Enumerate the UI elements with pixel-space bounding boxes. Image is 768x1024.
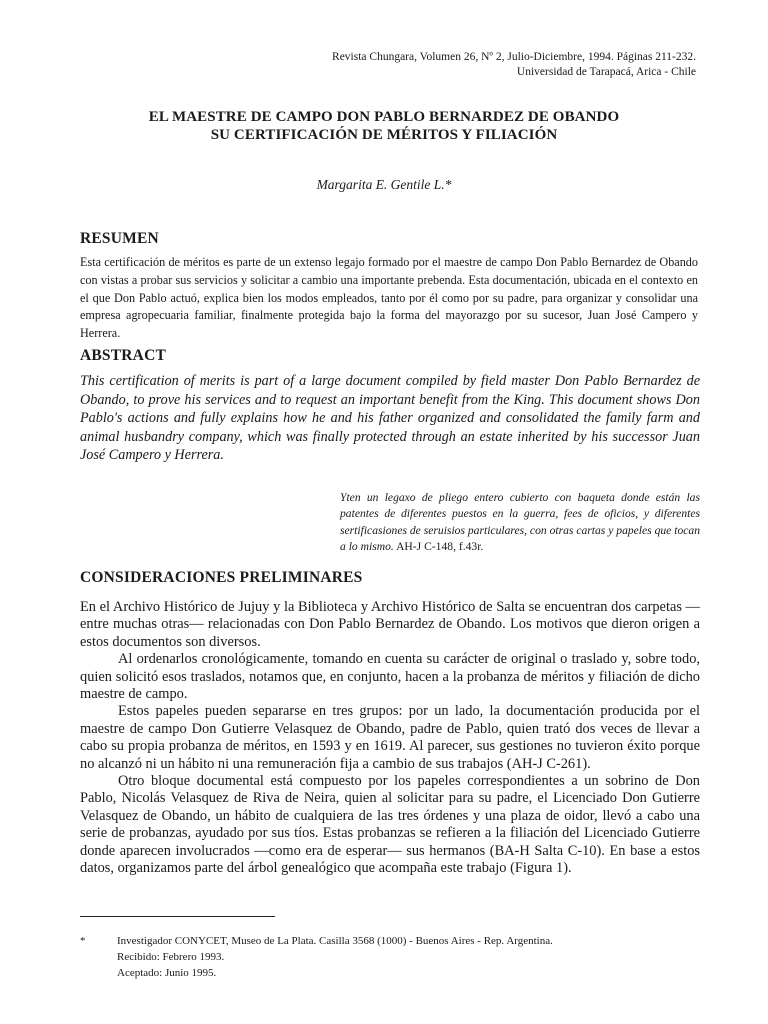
consideraciones-body (80, 599, 700, 878)
footnote-accepted: Aceptado: Junio 1995. (117, 967, 217, 979)
footnote-mark: * (80, 935, 86, 947)
journal-header (332, 50, 696, 80)
body-paragraph-1: En el Archivo Histórico de Jujuy y la Biblioteca y Archivo Histórico de Salta se encuentran dos carpetas —entre muchas otras— relacionadas con Don Pablo Bernardez de Obando. Los motivos que dieron origen a estos documentos son diversos. (80, 599, 700, 650)
abstract-text: This certification of merits is part of a large document compiled by field master Don Pablo Bernardez de Obando, to prove his services and to request an important benefit from the King. This document shows Don Pablo's actions and fully explains how he and his father organized and consolidated the family farm and animal husbandry company, which was finally protected through an estate inherited by his successor Juan José Campero y Herrera. (80, 373, 700, 464)
abstract-heading: ABSTRACT (80, 347, 167, 364)
footnote-received: Recibido: Febrero 1993. (117, 951, 225, 963)
body-paragraph-4: Otro bloque documental está compuesto por los papeles correspondientes a un sobrino de Don Pablo, Nicolás Velasquez de Riva de Neira, quien al solicitar para su padre, el Licenciado Don Gutierre Velasquez de Obando, un hábito de cualquiera de las tres órdenes y una plaza de oidor, llevó a cabo una serie de probanzas, ayudado por sus tíos. Estas probanzas se refieren a la filiación del Licenciado Gutierre donde aparecen involucrados —como era de esperar— sus hermanos (BA-H Salta C-10). En base a estos datos, organizamos parte del árbol genealógico que acompaña este trabajo (Figura 1). (80, 773, 700, 877)
body-paragraph-3: Estos papeles pueden separarse en tres grupos: por un lado, la documentación producida por el maestre de campo Don Gutierre Velasquez de Obando, padre de Pablo, quien trató dos veces de llevar a cabo su propia probanza de méritos, en 1593 y en 1619. Al parecer, sus gestiones no tuvieron éxito porque no alcanzó ni un hábito ni una remuneración fija a cambio de sus trabajos (AH-J C-261). (80, 703, 700, 772)
article-title (80, 108, 688, 144)
footnote-divider (80, 916, 275, 917)
article-title-line-2: SU CERTIFICACIÓN DE MÉRITOS Y FILIACIÓN (210, 127, 558, 143)
epigraph-citation: AH-J C-148, f.43r. (396, 540, 484, 554)
epigraph-quote: Yten un legaxo de pliego entero cubierto con baqueta donde están las patentes de diferentes puestos en la guerra, fees de oficios, y diferentes sertificasiones de seruisios particulares, con otras cartas y papeles que tocan a lo mismo. (340, 491, 700, 554)
article-author: Margarita E. Gentile L.* (316, 177, 452, 192)
resumen-heading: RESUMEN (80, 230, 159, 247)
journal-institution: Universidad de Tarapacá, Arica - Chile (516, 66, 696, 78)
consideraciones-heading: CONSIDERACIONES PRELIMINARES (80, 569, 363, 586)
resumen-text: Esta certificación de méritos es parte de un extenso legajo formado por el maestre de campo Don Pablo Bernardez de Obando con vistas a probar sus servicios y solicitar a cambio una importante prebenda. Esta documentación, ubicada en el contexto en el que Don Pablo actuó, explica bien los modos empleados, tanto por él como por su padre, para organizar y consolidar una empresa agropecuaria familiar, finalmente protegida bajo la forma del mayorazgo por su sucesor, Juan José Campero y Herrera. (80, 255, 698, 341)
article-title-line-1: EL MAESTRE DE CAMPO DON PABLO BERNARDEZ DE OBANDO (148, 109, 620, 125)
footnote-affiliation: Investigador CONYCET, Museo de La Plata. Casilla 3568 (1000) - Buenos Aires - Rep. Argentina. (117, 935, 553, 947)
footnote (80, 933, 700, 981)
body-paragraph-2: Al ordenarlos cronológicamente, tomando en cuenta su carácter de original o traslado y, sobre todo, quien solicitó esos traslados, notamos que, en conjunto, hacen a la probanza de méritos y filiación de dicho maestre de campo. (80, 651, 700, 703)
journal-citation: Revista Chungara, Volumen 26, Nº 2, Julio-Diciembre, 1994. Páginas 211-232. (332, 51, 696, 63)
epigraph (340, 490, 700, 556)
